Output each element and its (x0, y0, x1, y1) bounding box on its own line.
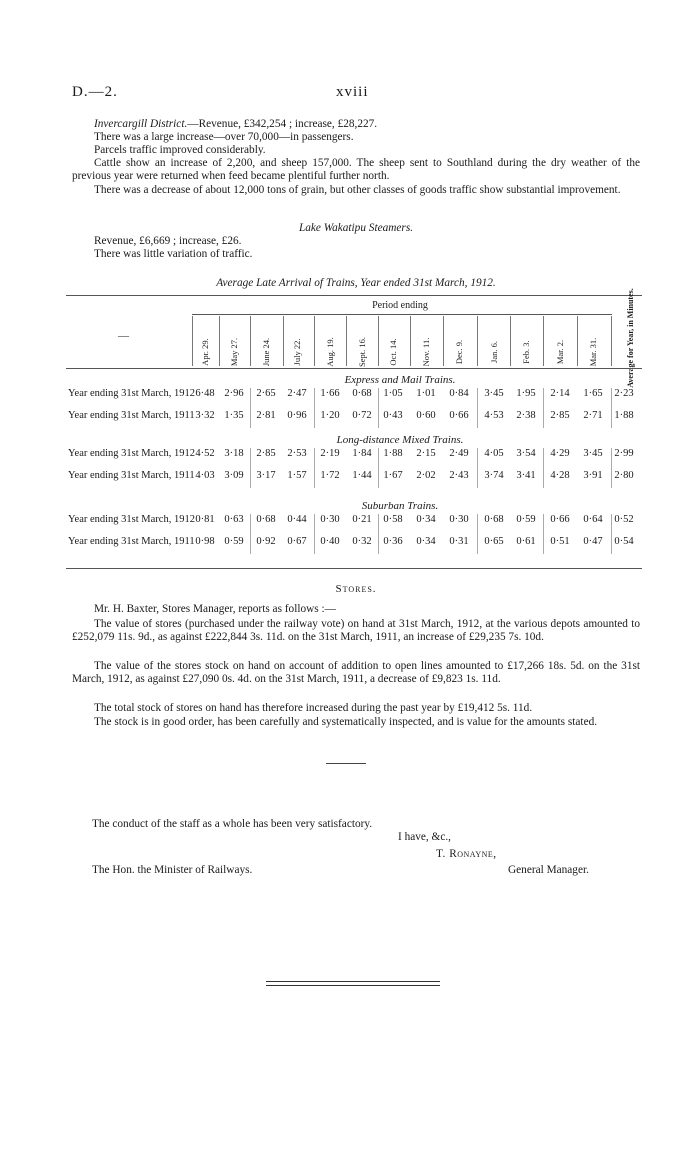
table-cell: 1·88 (383, 448, 403, 459)
table-cell: 0·68 (352, 388, 372, 399)
table-cell: 2·53 (287, 448, 307, 459)
table-cell: 0·68 (484, 514, 504, 525)
table-cell: 2·96 (224, 388, 244, 399)
table-cell: 0·92 (256, 536, 276, 547)
table-cell: 0·34 (416, 536, 436, 547)
table-title: Average Late Arrival of Trains, Year ended 31st March, 1912. (216, 277, 496, 289)
invercargill-paragraph (72, 118, 640, 131)
row-label: Year ending 31st March, 1912 (68, 388, 195, 399)
conduct-statement: The conduct of the staff as a whole has been very satisfactory. (92, 818, 373, 830)
average-cell: 0·54 (614, 536, 634, 547)
table-cell: 2·47 (287, 388, 307, 399)
salutation: I have, &c., (398, 831, 452, 843)
average-cell: 2·99 (614, 448, 634, 459)
column-separator (577, 316, 578, 366)
table-cell: 0·40 (320, 536, 340, 547)
table-cell: 1·35 (224, 410, 244, 421)
column-separator (378, 316, 379, 366)
column-separator (410, 316, 411, 366)
table-cell: 0·66 (449, 410, 469, 421)
livestock-paragraph: Cattle show an increase of 2,200, and sheep 157,000. The sheep sent to Southland during the dry weather of the previous year were returned when feed became plentiful further north. (72, 157, 640, 183)
passengers-paragraph: There was a large increase—over 70,000—in passengers. (94, 131, 354, 143)
table-cell: 3·41 (516, 470, 536, 481)
table-cell: 0·98 (195, 536, 215, 547)
column-separator (443, 316, 444, 366)
stock-order-paragraph: The stock is in good order, has been carefully and systematically inspected, and is value for the amounts stated. (94, 716, 598, 728)
period-header-rule (192, 314, 612, 315)
table-cell: 4·52 (195, 448, 215, 459)
cell-separator (477, 388, 478, 428)
table-cell: 0·96 (287, 410, 307, 421)
wakatipu-revenue: Revenue, £6,669 ; increase, £26. (94, 235, 242, 247)
table-cell: 0·64 (583, 514, 603, 525)
table-cell: 1·67 (383, 470, 403, 481)
table-cell: 0·30 (449, 514, 469, 525)
period-ending-header: Period ending (372, 300, 428, 311)
table-cell: 0·61 (516, 536, 536, 547)
section-title: Long-distance Mixed Trains. (336, 434, 464, 446)
table-cell: 2·02 (416, 470, 436, 481)
signatory-role: General Manager. (508, 864, 589, 876)
table-cell: 1·95 (516, 388, 536, 399)
table-cell: 0·84 (449, 388, 469, 399)
average-cell: 2·23 (614, 388, 634, 399)
cell-separator (314, 388, 315, 428)
column-separator (219, 316, 220, 366)
total-stock-paragraph: The total stock of stores on hand has therefore increased during the past year by £19,412 5s. 11d. (94, 702, 533, 714)
cell-separator (543, 388, 544, 428)
average-cell: 0·52 (614, 514, 634, 525)
table-cell: 2·85 (256, 448, 276, 459)
table-cell: 4·28 (550, 470, 570, 481)
table-cell: 2·15 (416, 448, 436, 459)
cell-separator (314, 448, 315, 488)
table-cell: 2·38 (516, 410, 536, 421)
column-separator (192, 316, 193, 366)
column-separator (543, 316, 544, 366)
table-cell: 0·59 (224, 536, 244, 547)
table-cell: 0·34 (416, 514, 436, 525)
cell-separator (250, 514, 251, 554)
table-cell: 4·03 (195, 470, 215, 481)
table-cell: 0·44 (287, 514, 307, 525)
table-cell: 0·31 (449, 536, 469, 547)
signatory-name: T. Ronayne, (436, 848, 497, 860)
table-cell: 2·81 (256, 410, 276, 421)
column-separator (346, 316, 347, 366)
invercargill-text: —Revenue, £342,254 ; increase, £28,227. (187, 118, 378, 130)
table-cell: 3·45 (484, 388, 504, 399)
table-cell: 0·72 (352, 410, 372, 421)
column-separator (611, 316, 612, 366)
average-cell: 1·88 (614, 410, 634, 421)
section-title: Suburban Trains. (361, 500, 439, 512)
table-cell: 0·63 (224, 514, 244, 525)
cell-separator (378, 448, 379, 488)
page-number: xviii (336, 84, 369, 100)
table-cell: 1·57 (287, 470, 307, 481)
row-label: Year ending 31st March, 1911 (68, 536, 195, 547)
table-cell: 4·05 (484, 448, 504, 459)
cell-separator (611, 448, 612, 488)
invercargill-label: Invercargill District. (94, 118, 188, 130)
cell-separator (378, 388, 379, 428)
open-lines-paragraph: The value of the stores stock on hand on account of addition to open lines amounted to £17,266 18s. 5d. on the 31st March, 1912, as against £27,090 0s. 4d. on the 31st March, 1911, a decrease of £9,823 1s. 11d. (72, 660, 640, 686)
table-cell: 0·21 (352, 514, 372, 525)
table-cell: 2·71 (583, 410, 603, 421)
table-cell: 0·60 (416, 410, 436, 421)
footer-rule-bottom (266, 985, 440, 986)
table-cell: 1·20 (320, 410, 340, 421)
cell-separator (250, 388, 251, 428)
column-separator (283, 316, 284, 366)
table-cell: 0·32 (352, 536, 372, 547)
table-top-rule (66, 295, 642, 296)
table-cell: 0·47 (583, 536, 603, 547)
column-separator (250, 316, 251, 366)
table-cell: 0·59 (516, 514, 536, 525)
table-cell: 0·43 (383, 410, 403, 421)
table-cell: 3·91 (583, 470, 603, 481)
row-label: Year ending 31st March, 1911 (68, 470, 195, 481)
table-cell: 1·65 (583, 388, 603, 399)
table-cell: 3·74 (484, 470, 504, 481)
table-cell: 2·85 (550, 410, 570, 421)
table-cell: 0·81 (195, 514, 215, 525)
column-separator (510, 316, 511, 366)
column-separator (477, 316, 478, 366)
table-cell: 2·19 (320, 448, 340, 459)
table-cell: 2·65 (256, 388, 276, 399)
cell-separator (477, 448, 478, 488)
wakatipu-variation: There was little variation of traffic. (94, 248, 253, 260)
table-cell: 0·65 (484, 536, 504, 547)
row-label: Year ending 31st March, 1912 (68, 448, 195, 459)
table-cell: 1·44 (352, 470, 372, 481)
column-separator (314, 316, 315, 366)
table-cell: 4·29 (550, 448, 570, 459)
stores-value-paragraph: The value of stores (purchased under the railway vote) on hand at 31st March, 1912, at the various depots amounted to £252,079 11s. 9d., as against £222,844 3s. 11d. on the 31st March, 1911, an increase of £29,235 7s. 10d. (72, 618, 640, 644)
table-cell: 3·54 (516, 448, 536, 459)
table-cell: 1·84 (352, 448, 372, 459)
cell-separator (543, 514, 544, 554)
footer-rule-top (266, 981, 440, 982)
table-cell: 0·66 (550, 514, 570, 525)
row-label: Year ending 31st March, 1912 (68, 514, 195, 525)
cell-separator (314, 514, 315, 554)
table-cell: 0·30 (320, 514, 340, 525)
table-cell: 3·45 (583, 448, 603, 459)
table-cell: 2·43 (449, 470, 469, 481)
table-cell: 0·36 (383, 536, 403, 547)
page-reference: D.—2. (72, 84, 118, 100)
stores-heading: Stores. (335, 583, 377, 595)
grain-paragraph: There was a decrease of about 12,000 tons of grain, but other classes of goods traffic show substantial improvement. (94, 184, 621, 196)
stub-dash: — (118, 330, 129, 342)
table-cell: 1·72 (320, 470, 340, 481)
table-cell: 0·51 (550, 536, 570, 547)
table-cell: 2·14 (550, 388, 570, 399)
table-cell: 3·32 (195, 410, 215, 421)
table-bottom-rule (66, 568, 642, 569)
cell-separator (611, 514, 612, 554)
cell-separator (477, 514, 478, 554)
cell-separator (250, 448, 251, 488)
addressee: The Hon. the Minister of Railways. (92, 864, 253, 876)
average-cell: 2·80 (614, 470, 634, 481)
section-divider (326, 763, 366, 764)
cell-separator (378, 514, 379, 554)
row-label: Year ending 31st March, 1911 (68, 410, 195, 421)
table-cell: 3·09 (224, 470, 244, 481)
table-cell: 1·05 (383, 388, 403, 399)
section-title: Express and Mail Trains. (344, 374, 456, 386)
wakatipu-heading: Lake Wakatipu Steamers. (298, 222, 414, 234)
parcels-paragraph: Parcels traffic improved considerably. (94, 144, 266, 156)
stores-intro: Mr. H. Baxter, Stores Manager, reports as follows :— (94, 603, 336, 615)
average-column-header: Average for Year, in Minutes. (626, 288, 635, 388)
table-cell: 0·58 (383, 514, 403, 525)
header-bottom-rule (66, 368, 642, 369)
table-cell: 0·67 (287, 536, 307, 547)
table-cell: 1·66 (320, 388, 340, 399)
table-cell: 3·17 (256, 470, 276, 481)
table-cell: 1·01 (416, 388, 436, 399)
cell-separator (611, 388, 612, 428)
table-cell: 4·53 (484, 410, 504, 421)
table-cell: 0·68 (256, 514, 276, 525)
table-cell: 2·49 (449, 448, 469, 459)
cell-separator (543, 448, 544, 488)
table-cell: 6·48 (195, 388, 215, 399)
table-cell: 3·18 (224, 448, 244, 459)
